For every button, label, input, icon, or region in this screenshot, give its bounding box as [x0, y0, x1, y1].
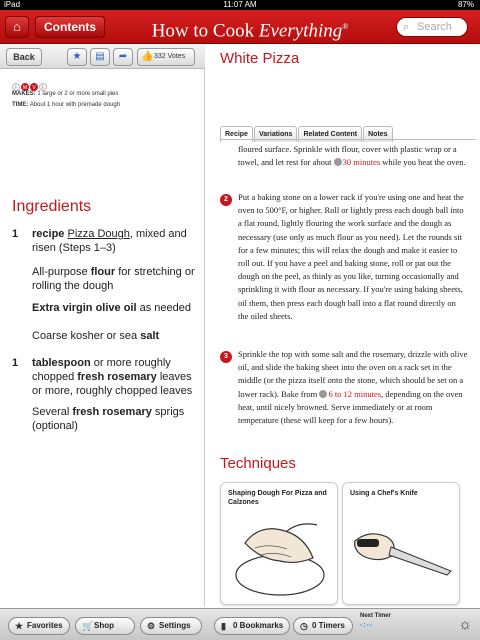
timers-button[interactable]: ◷ 0 Timers	[293, 617, 353, 635]
timer-icon	[319, 390, 327, 398]
favorite-star-button[interactable]	[67, 48, 87, 66]
makes-line: MAKES: 1 large or 2 or more small pies	[12, 91, 119, 97]
timer-link[interactable]: 30 minutes	[334, 157, 381, 167]
contents-button[interactable]: Contents	[35, 16, 105, 38]
recipe-toolbar	[0, 45, 205, 69]
recipe-tabs	[220, 123, 394, 139]
step-number: 3	[220, 351, 232, 363]
timer-link[interactable]: 6 to 12 minutes	[319, 389, 381, 399]
diet-badge: V	[30, 83, 38, 91]
app-header	[0, 10, 480, 44]
bottom-toolbar	[0, 608, 480, 640]
home-icon: ⌂	[13, 19, 21, 34]
settings-button[interactable]: ⚙ Settings	[140, 617, 202, 635]
star-icon: ★	[15, 621, 24, 631]
tab-related-content[interactable]: Related Content	[298, 126, 362, 142]
ingredient-item: Extra virgin olive oil as needed	[32, 302, 191, 314]
diet-badge: E	[39, 83, 47, 91]
ingredient-item: Several fresh rosemary sprigs (optional)	[32, 406, 185, 432]
home-button[interactable]	[5, 16, 29, 38]
app-title: How to Cook Everything®	[151, 20, 349, 42]
back-button[interactable]: Back	[6, 48, 42, 66]
technique-card-shaping-dough[interactable]: Shaping Dough For Pizza and Calzones	[220, 482, 338, 605]
cart-icon: 🛒	[82, 621, 94, 631]
ingredients-pane	[0, 45, 205, 607]
ingredients-heading: Ingredients	[12, 198, 92, 215]
tab-variations[interactable]: Variations	[254, 126, 297, 142]
next-timer-value: -:--	[360, 622, 374, 629]
battery-level: 87%	[457, 0, 474, 9]
ingredient-item: 1 tablespoon or more roughly chopped fresh rosemary leaves or more, roughly chopped leaves	[12, 357, 193, 397]
cart-icon: ▤	[95, 51, 105, 62]
tab-recipe[interactable]: Recipe	[220, 126, 253, 142]
shop-button[interactable]: 🛒 Shop	[75, 617, 135, 635]
thumbs-up-icon: 👍	[141, 51, 154, 62]
status-time: 11:07 AM	[223, 0, 257, 9]
recipe-pane	[206, 45, 480, 607]
ingredient-item: All-purpose flour for stretching or rolling the dough	[32, 266, 195, 292]
add-to-list-button[interactable]	[90, 48, 110, 66]
search-icon: ⌕	[403, 21, 410, 33]
brightness-button[interactable]	[458, 616, 472, 633]
ingredient-item: 1 recipe Pizza Dough, mixed and risen (Steps 1–3)	[12, 228, 187, 254]
star-icon: ★	[72, 51, 82, 62]
step-2-text: Put a baking stone on a lower rack if you're using one and heat the oven to 500°F, or higher. Roll or lightly press each dough ball into a flat round, lightly flouring the work surface and the dough as necessary (use only as much flour as you need). Let the rounds sit for a few minutes; this will relax the dough and make it easier to roll out. If you have a peel and baking stone, roll or pat out the dough on the peel, as thinly as you like, turning occasionally and sprinkling it with flour as necessary. If you're using baking sheets, oil them, then press each dough ball into a flat round directly on the oiled sheets.	[238, 192, 464, 321]
diet-badge: M	[22, 85, 28, 91]
votes-button[interactable]: 👍 332 Votes	[137, 48, 195, 66]
next-timer-display: Next Timer -:--	[360, 613, 391, 629]
clock-icon: ◷	[300, 621, 308, 631]
time-line: TIME: About 1 hour with premade dough	[12, 102, 121, 108]
ingredient-item: Coarse kosher or sea salt	[32, 330, 160, 342]
timer-icon	[334, 158, 342, 166]
step-3-text: Sprinkle the top with some salt and the rosemary, drizzle with olive oil, and slide the baking sheet into the oven on a rack set in the middle (or the pizza itself onto the stone, which should be set on a lower rack). Bake from 6 to 12 minutes, depending on the oven heat, until nicely browned. Serve immediately or at room temperature (these will keep for a few hours).	[238, 349, 468, 426]
dough-shaping-illustration	[225, 513, 335, 601]
search-input[interactable]: ⌕ Search	[396, 17, 468, 37]
share-icon: ➦	[118, 51, 128, 62]
share-button[interactable]	[113, 48, 133, 66]
favorites-button[interactable]: ★ Favorites	[8, 617, 70, 635]
step-number: 2	[220, 194, 232, 206]
device-label: iPad	[4, 0, 21, 9]
bookmark-icon: ▮	[221, 621, 226, 631]
knife-illustration	[347, 513, 457, 601]
techniques-heading: Techniques	[220, 455, 296, 472]
step-1-tail: floured surface. Sprinkle with flour, cover with plastic wrap or a towel, and let rest for about 30 minutes while you heat the oven.	[238, 144, 466, 168]
gear-icon: ⚙	[147, 621, 156, 631]
status-bar	[0, 0, 480, 10]
diet-badge: F	[12, 83, 20, 91]
tab-divider	[220, 139, 476, 140]
tab-notes[interactable]: Notes	[363, 126, 392, 142]
recipe-title: White Pizza	[220, 50, 300, 67]
sun-icon: ☼	[458, 616, 472, 633]
bookmarks-button[interactable]: ▮ 0 Bookmarks	[214, 617, 290, 635]
technique-card-chefs-knife[interactable]: Using a Chef's Knife	[342, 482, 460, 605]
pizza-dough-link[interactable]: Pizza Dough	[67, 228, 130, 240]
